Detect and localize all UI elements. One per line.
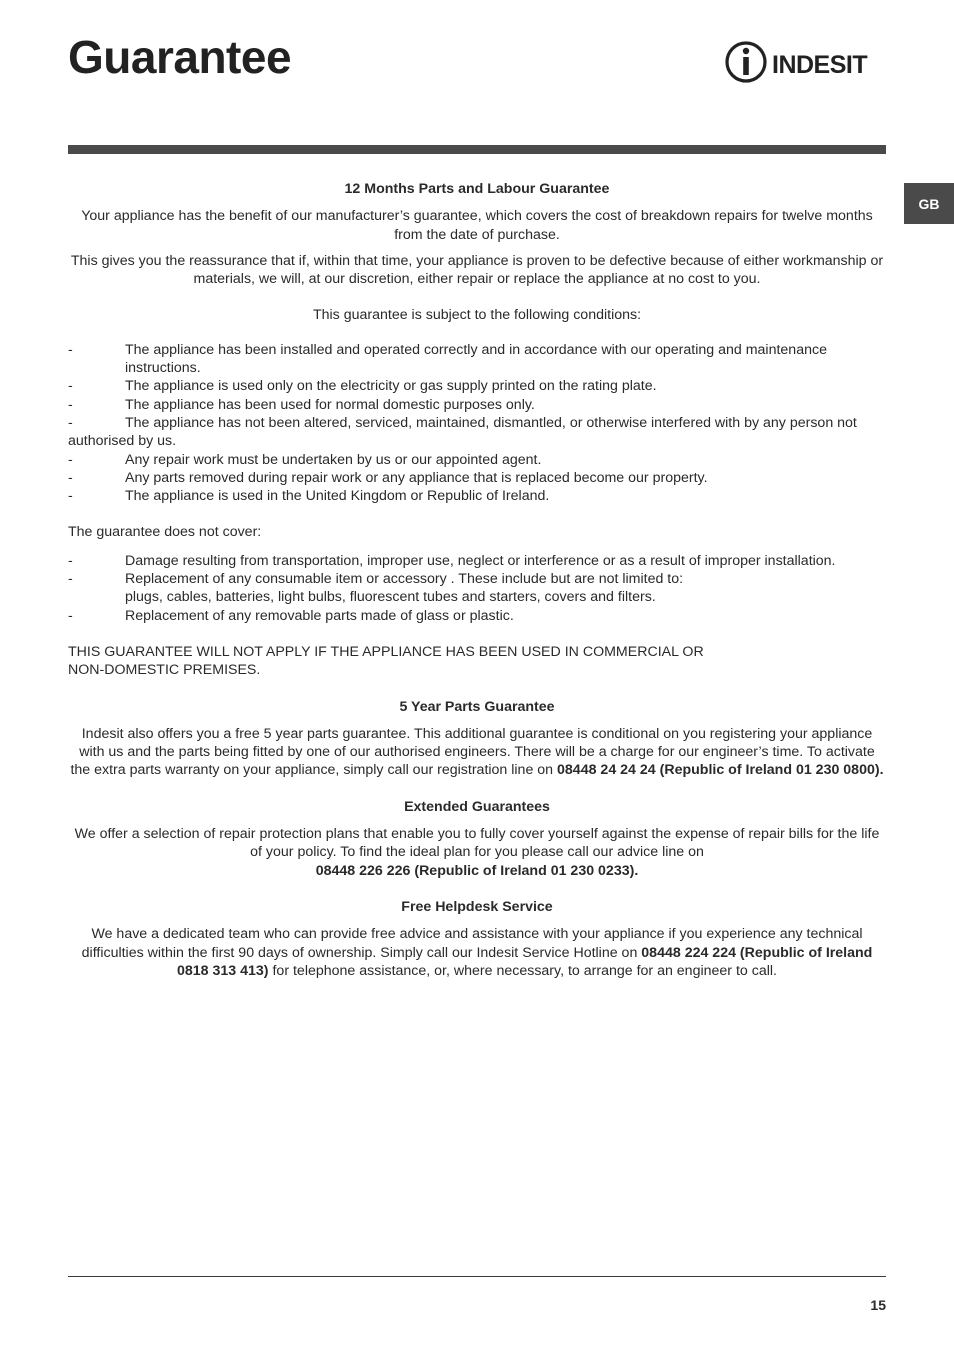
section-heading-12-months: 12 Months Parts and Labour Guarantee [344, 181, 610, 197]
exclusions-intro: The guarantee does not cover: [68, 524, 262, 541]
list-item-continuation: plugs, cables, batteries, light bulbs, fluorescent tubes and starters, covers and filters. [125, 589, 656, 606]
guarantee-content [68, 180, 886, 988]
section-heading-helpdesk: Free Helpdesk Service [401, 898, 553, 915]
commercial-warning-line-2: NON-DOMESTIC PREMISES. [68, 662, 261, 679]
conditions-intro: This guarantee is subject to the following conditions: [312, 307, 642, 324]
list-item: - Any parts removed during repair work or any appliance that is replaced become our property. [68, 469, 708, 486]
five-year-paragraph: Indesit also offers you a free 5 year parts guarantee. This additional guarantee is conditional on you registering your appliance with us and the parts being fitted by one of our authorised engineers. There will be a charge for our engineer’s time. To activate the extra parts warranty on your appliance, simply call our registration line on 08448 24 24 24 (Republic of Ireland 01 230 0800). [70, 725, 884, 779]
language-tab [904, 183, 954, 224]
list-item: - Replacement of any consumable item or accessory . These include but are not limited to: [68, 571, 684, 588]
list-item: - The appliance has been installed and operated correctly and in accordance with our operating and maintenance instructions. [68, 341, 827, 377]
list-item: - The appliance is used in the United Kingdom or Republic of Ireland. [68, 488, 550, 505]
reassurance-paragraph: This gives you the reassurance that if, within that time, your appliance is proven to be defective because of either workmanship or materials, we will, at our discretion, either repair or replace the appliance at no cost to you. [70, 252, 884, 288]
extended-paragraph: We offer a selection of repair protection plans that enable you to fully cover yourself against the expense of repair bills for the life of your policy. To find the ideal plan for you please call our advice line on 08448 226 226 (Republic of Ireland 01 230 0233). [74, 826, 880, 879]
language-tab-label: GB [918, 195, 940, 212]
advice-phone: 08448 226 226 (Republic of Ireland 01 230 0233). [315, 862, 639, 879]
page-title: Guarantee [68, 31, 292, 83]
list-item: - Damage resulting from transportation, improper use, neglect or interference or as a result of improper installation. [68, 552, 836, 569]
conditions-list [68, 341, 886, 506]
page-number: 15 [870, 1297, 886, 1313]
footer-divider [68, 1276, 886, 1277]
list-item: - The appliance is used only on the electricity or gas supply printed on the rating plate. [68, 378, 657, 395]
helpdesk-paragraph: We have a dedicated team who can provide free advice and assistance with your appliance if you experience any technical difficulties within the first 90 days of ownership. Simply call our Indesit Service Hotline on 08448 224 224 (Republic of Ireland 0818 313 413) for telephone assistance, or, where necessary, to arrange for an engineer to call. [81, 926, 873, 979]
commercial-warning-line-1: THIS GUARANTEE WILL NOT APPLY IF THE APPLIANCE HAS BEEN USED IN COMMERCIAL OR [68, 643, 704, 660]
hotline-phone: 08448 224 224 (Republic of Ireland 0818 313 413) [177, 944, 873, 979]
section-heading-extended: Extended Guarantees [404, 798, 550, 815]
registration-phone: 08448 24 24 24 (Republic of Ireland 01 230 0800). [557, 762, 884, 779]
list-item: - Any repair work must be undertaken by us or our appointed agent. [68, 451, 542, 468]
svg-text:INDESIT: INDESIT [772, 51, 868, 79]
indesit-logo [724, 40, 888, 86]
section-heading-5-year: 5 Year Parts Guarantee [399, 698, 555, 715]
list-item: - The appliance has not been altered, serviced, maintained, dismantled, or otherwise interfered with by any person not authorised by us. [68, 414, 857, 450]
list-item: - Replacement of any removable parts made of glass or plastic. [68, 607, 514, 624]
header-divider [68, 145, 886, 154]
exclusions-list [68, 552, 886, 625]
list-item: - The appliance has been used for normal domestic purposes only. [68, 396, 535, 413]
intro-paragraph: Your appliance has the benefit of our manufacturer’s guarantee, which covers the cost of breakdown repairs for twelve months from the date of purchase. [81, 208, 873, 243]
